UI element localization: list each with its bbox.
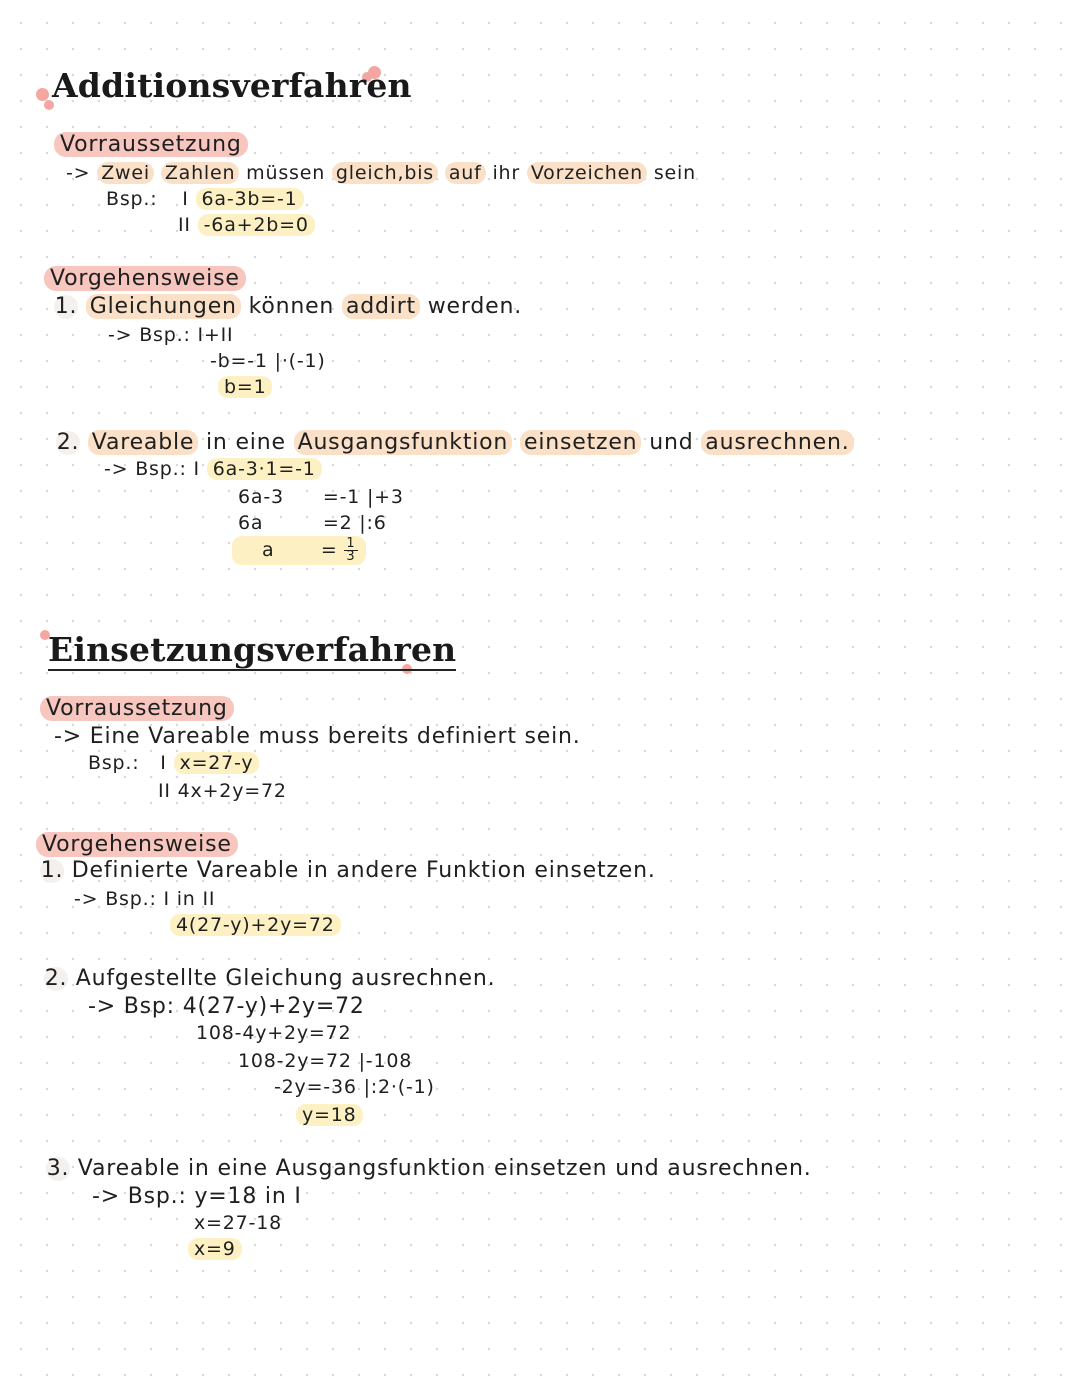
s2-step3-calc: x=27-18 [194,1212,282,1234]
step1-line: 1. Gleichungen können addirt werden. [54,294,522,319]
prereq-label: Vorraussetzung [54,132,248,157]
prereq2-label: Vorraussetzung [40,696,234,721]
s2-step2-calc-3: -2y=-36 |:2·(-1) [274,1076,435,1098]
s2-step2-calc-2: 108-2y=72 |-108 [238,1050,413,1072]
section-title-addition: Additionsverfahren [52,66,412,105]
step2-line: 2. Vareable in eine Ausgangsfunktion einsetzen und ausrechnen. [56,430,854,455]
s2-step1-example: -> Bsp.: I in II [74,888,216,910]
s2-step2-result: y=18 [296,1104,363,1126]
example2-eq1: Bsp.: I x=27-y [88,752,259,774]
fraction: $\frac{1}{3}$ [346,536,356,564]
prereq2-line: -> Eine Vareable muss bereits definiert sein. [54,724,581,749]
example2-eq2: II 4x+2y=72 [158,780,287,802]
s2-step1-line: 1. Definierte Vareable in andere Funktion einsetzen. [40,858,656,883]
s2-step3-line: 3. Vareable in eine Ausgangsfunktion einsetzen und ausrechnen. [46,1156,812,1181]
step1-example: -> Bsp.: I+II [108,324,234,346]
example-eq1: Bsp.: I 6a-3b=-1 [106,188,304,210]
procedure2-label: Vorgehensweise [36,832,238,857]
step2-example: -> Bsp.: I 6a-3·1=-1 [104,458,322,480]
step1-result: b=1 [218,376,272,398]
section-title-substitution: Einsetzungsverfahren [48,630,457,669]
s2-step1-eq: 4(27-y)+2y=72 [170,914,341,936]
step2-calc-1: 6a-3 =-1 |+3 [238,486,404,508]
step1-calc: -b=-1 |·(-1) [210,350,326,372]
s2-step2-example: -> Bsp: 4(27-y)+2y=72 [88,994,365,1019]
step2-calc-2: 6a =2 |:6 [238,512,387,534]
example-eq2: II -6a+2b=0 [178,214,315,236]
s2-step2-line: 2. Aufgestellte Gleichung ausrechnen. [44,966,496,991]
step2-result: a = $\frac{1}{3}$ [232,536,366,565]
decor-dot [36,88,49,101]
prereq-line: -> Zwei Zahlen müssen gleich,bis auf ihr Vorzeichen sein [66,162,696,184]
s2-step2-calc-1: 108-4y+2y=72 [196,1022,352,1044]
s2-step3-result: x=9 [188,1238,242,1260]
procedure-label: Vorgehensweise [44,266,246,291]
s2-step3-example: -> Bsp.: y=18 in I [92,1184,302,1209]
